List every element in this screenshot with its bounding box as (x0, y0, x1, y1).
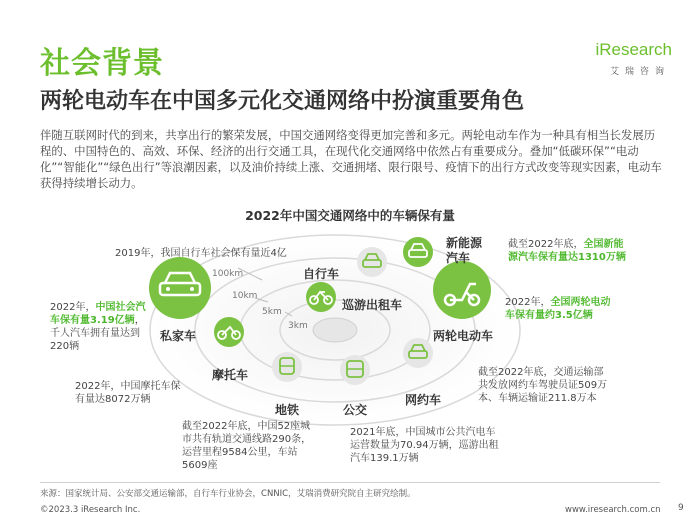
metro-icon (272, 352, 302, 382)
annotation-nev-prefix: 截至2022年底， (508, 239, 584, 250)
ring-label-5km: 5km (262, 307, 282, 317)
nev-car-icon (403, 237, 433, 267)
annotation-moto: 2022年，中国摩托车保有量达8072万辆 (75, 381, 181, 405)
taxi-icon (357, 247, 387, 277)
annotation-metro: 截至2022年底，中国52座城市共有轨道交通线路290条，运营里程9584公里，车站5609座 (182, 421, 312, 471)
footer-divider (40, 482, 660, 483)
bicycle-icon (306, 282, 336, 312)
bus-icon (340, 355, 370, 385)
logo-brand: iResearch (595, 40, 672, 59)
annotation-car-prefix: 2022年， (50, 302, 96, 313)
annotation-car (50, 301, 148, 353)
ring-core (313, 318, 357, 342)
source-note: 来源：国家统计局、公安部交通运输部，自行车行业协会，CNNIC，艾瑞消费研究院自主研究绘制。 (40, 489, 416, 499)
ring-label-3km: 3km (288, 321, 308, 331)
ring-label-100km: 100km (212, 269, 244, 279)
logo-subtitle: 艾瑞咨询 (609, 67, 670, 77)
node-label-metro: 地铁 (275, 403, 300, 417)
section-title: 社会背景 (40, 46, 164, 81)
annotation-car-suffix: ，千人汽车拥有量达到220辆 (50, 315, 145, 352)
node-label-bus: 公交 (343, 403, 368, 417)
annotation-car-highlight: 中国社会汽车保有量3.19亿辆 (50, 302, 146, 326)
copyright: ©2023.3 iResearch Inc. (40, 505, 141, 515)
car-icon (149, 257, 211, 319)
annotation-ebike (505, 296, 617, 322)
annotation-ridehail: 截至2022年底，交通运输部共发放网约车驾驶员证509万本、车辆运输证211.8万本 (478, 367, 608, 404)
annotation-ebike-prefix: 2022年， (505, 297, 551, 308)
ring-label-10km: 10km (232, 291, 258, 301)
node-label-ridehail: 网约车 (405, 393, 442, 407)
motorcycle-icon (214, 317, 244, 347)
diagram-title: 2022年中国交通网络中的车辆保有量 (245, 208, 455, 223)
node-label-car: 私家车 (160, 329, 197, 343)
intro-paragraph: 伴随互联网时代的到来，共享出行的繁荣发展，中国交通网络变得更加完善和多元。两轮电动车作为一种具有相当长发展历程的、中国特色的、高效、环保、经济的出行交通工具，在现代化交通网络中依然占有重要成分。叠加“低碳环保”“电动化”“智能化”“绿色出行”等浪潮因素，以及油价持续上涨、交通拥堵、限行限号、疫情下的出行方式改变等现实因素，电动车获得持续增长动力。 (40, 128, 662, 190)
website-link[interactable]: www.iresearch.com.cn (565, 505, 661, 515)
annotation-bus: 2021年底，中国城市公共汽电车运营数量为70.94万辆，巡游出租汽车139.1万辆 (350, 427, 499, 464)
annotation-nev (508, 238, 628, 264)
node-label-moto: 摩托车 (212, 368, 249, 382)
annotation-nev-highlight: 全国新能源汽车保有量达1310万辆 (508, 239, 626, 263)
page-number: 9 (678, 503, 684, 513)
node-label-bicycle: 自行车 (303, 267, 340, 281)
annotation-bicycle: 2019年，我国自行车社会保有量近4亿 (115, 248, 287, 259)
electric-scooter-icon (433, 261, 491, 319)
node-label-taxi: 巡游出租车 (342, 298, 403, 312)
node-label-ebike: 两轮电动车 (433, 329, 494, 343)
node-label-nev: 新能源汽车 (446, 236, 483, 265)
page-title: 两轮电动车在中国多元化交通网络中扮演重要角色 (40, 89, 525, 114)
ride-hailing-icon (403, 338, 433, 368)
annotation-ebike-highlight: 全国两轮电动车保有量约3.5亿辆 (505, 297, 611, 321)
